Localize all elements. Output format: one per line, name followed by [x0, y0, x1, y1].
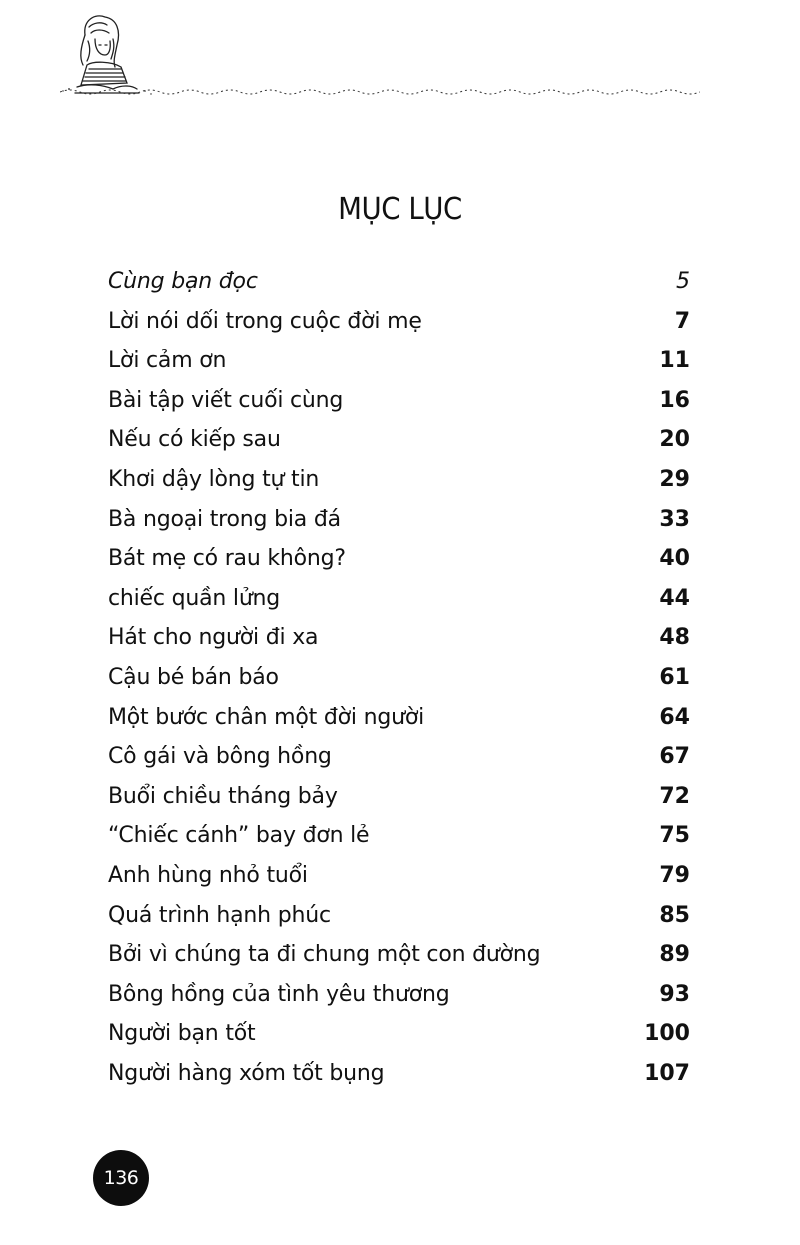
toc-entry[interactable]: [108, 262, 690, 302]
table-of-contents: [108, 262, 690, 1093]
toc-entry[interactable]: [108, 737, 690, 777]
toc-entry-title: Nếu có kiếp sau: [108, 427, 281, 453]
toc-entry-page: 64: [659, 704, 690, 730]
toc-entry-title: Lời cảm ơn: [108, 348, 227, 374]
toc-entry-title: Người bạn tốt: [108, 1021, 256, 1047]
toc-entry-title: Anh hùng nhỏ tuổi: [108, 862, 308, 888]
toc-entry[interactable]: [108, 500, 690, 540]
toc-entry-title: Hát cho người đi xa: [108, 625, 319, 651]
toc-entry-title: Bông hồng của tình yêu thương: [108, 981, 450, 1007]
toc-entry-page: 33: [659, 506, 690, 532]
toc-entry-title: Cậu bé bán báo: [108, 664, 279, 690]
toc-entry-title: Bà ngoại trong bia đá: [108, 506, 341, 532]
toc-entry-page: 40: [659, 546, 690, 572]
toc-entry[interactable]: [108, 698, 690, 738]
toc-entry-title: Bởi vì chúng ta đi chung một con đường: [108, 942, 541, 968]
toc-entry-title: Quá trình hạnh phúc: [108, 902, 331, 928]
toc-entry[interactable]: [108, 341, 690, 381]
toc-entry-title: Một bước chân một đời người: [108, 704, 425, 730]
toc-entry-page: 20: [659, 427, 690, 453]
toc-entry-title: Cô gái và bông hồng: [108, 744, 332, 770]
toc-entry-title: Cùng bạn đọc: [108, 269, 258, 294]
decorative-wavy-divider: [60, 82, 700, 102]
toc-entry[interactable]: [108, 539, 690, 579]
toc-entry[interactable]: [108, 381, 690, 421]
toc-entry-page: 79: [659, 862, 690, 888]
toc-entry-page: 72: [659, 783, 690, 809]
toc-entry-title: Lời nói dối trong cuộc đời mẹ: [108, 308, 422, 334]
toc-entry-title: chiếc quần lửng: [108, 585, 281, 611]
toc-entry-page: 89: [659, 942, 690, 968]
toc-entry-page: 85: [659, 902, 690, 928]
page-title: MỤC LỤC: [338, 192, 462, 227]
toc-entry[interactable]: [108, 896, 690, 936]
toc-entry-page: 5: [676, 269, 690, 294]
toc-entry[interactable]: [108, 460, 690, 500]
toc-entry-page: 67: [659, 744, 690, 770]
toc-entry-title: Buổi chiều tháng bảy: [108, 783, 338, 809]
toc-entry-title: Bát mẹ có rau không?: [108, 546, 346, 572]
page-number-badge: 136: [93, 1150, 149, 1206]
toc-entry-title: Khơi dậy lòng tự tin: [108, 466, 320, 492]
toc-entry-title: Bài tập viết cuối cùng: [108, 387, 344, 413]
toc-entry-page: 16: [659, 387, 690, 413]
toc-entry-page: 107: [644, 1060, 690, 1086]
toc-entry-page: 44: [659, 585, 690, 611]
toc-entry[interactable]: [108, 777, 690, 817]
toc-entry-title: “Chiếc cánh” bay đơn lẻ: [108, 823, 370, 849]
toc-entry-page: 48: [659, 625, 690, 651]
toc-entry[interactable]: [108, 975, 690, 1015]
toc-entry[interactable]: [108, 1014, 690, 1054]
toc-entry[interactable]: [108, 1054, 690, 1094]
toc-entry-page: 7: [674, 308, 690, 334]
toc-entry[interactable]: [108, 935, 690, 975]
toc-entry[interactable]: [108, 658, 690, 698]
toc-entry-page: 29: [659, 466, 690, 492]
toc-entry[interactable]: [108, 302, 690, 342]
toc-entry-page: 93: [659, 981, 690, 1007]
toc-entry-page: 61: [659, 664, 690, 690]
toc-entry-page: 75: [659, 823, 690, 849]
toc-entry-page: 11: [659, 348, 690, 374]
toc-entry[interactable]: [108, 856, 690, 896]
toc-entry[interactable]: [108, 618, 690, 658]
toc-entry[interactable]: [108, 420, 690, 460]
toc-entry-page: 100: [644, 1021, 690, 1047]
toc-entry[interactable]: [108, 579, 690, 619]
toc-entry[interactable]: [108, 816, 690, 856]
toc-entry-title: Người hàng xóm tốt bụng: [108, 1060, 385, 1086]
